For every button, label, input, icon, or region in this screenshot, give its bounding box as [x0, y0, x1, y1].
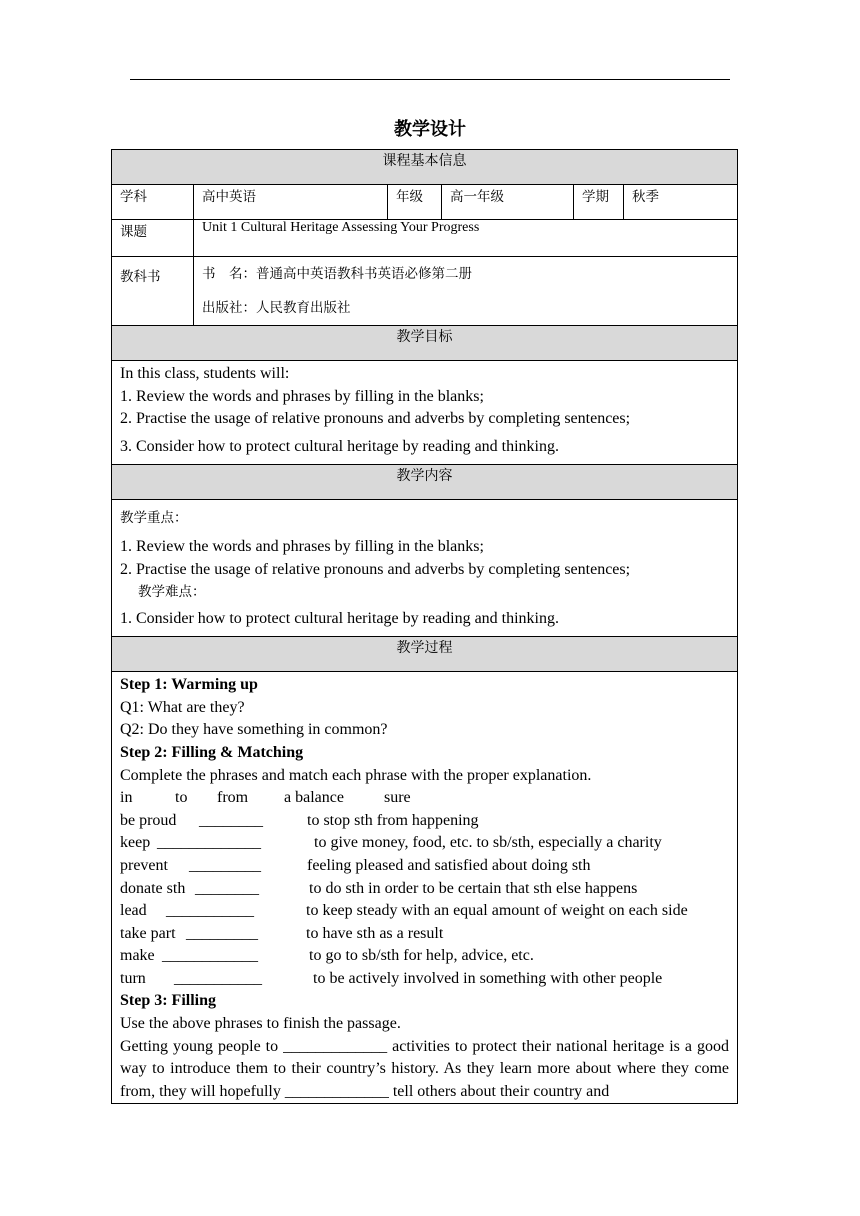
- matching-row: [120, 855, 729, 878]
- explanation: to be actively involved in something with other people: [313, 969, 663, 987]
- phrase: lead: [120, 902, 147, 920]
- phrase: be proud: [120, 811, 177, 829]
- basic-info-header: 课程基本信息: [112, 150, 738, 185]
- matching-row: [120, 878, 729, 901]
- process-header: 教学过程: [112, 637, 738, 672]
- explanation: to do sth in order to be certain that sth else happens: [309, 879, 638, 897]
- key-point: 2. Practise the usage of relative pronouns and adverbs by completing sentences;: [120, 560, 631, 578]
- step-title: Step 2: Filling & Matching: [120, 743, 304, 761]
- step-title: Step 1: Warming up: [120, 676, 258, 694]
- explanation: to go to sb/sth for help, advice, etc.: [309, 947, 534, 965]
- phrase-blank: _________: [189, 856, 261, 874]
- grade-label: 年级: [388, 185, 442, 220]
- objectives-header: 教学目标: [112, 326, 738, 361]
- matching-row: [120, 968, 729, 991]
- topic-label: 课题: [112, 220, 194, 257]
- textbook-row: [112, 257, 738, 326]
- term-label: 学期: [574, 185, 624, 220]
- phrase-blank: _____________: [157, 834, 261, 852]
- instruction: Use the above phrases to finish the passage.: [120, 1015, 401, 1033]
- passage: Getting young people to _____________ activities to protect their national heritage is a good way to introduce them to their country’s history. As they learn more about where they come from, they will hopefully _____________ tell others about their country and: [120, 1037, 730, 1100]
- topic-row: [112, 220, 738, 257]
- explanation: to keep steady with an equal amount of weight on each side: [306, 902, 688, 920]
- topic-value: Unit 1 Cultural Heritage Assessing Your Progress: [194, 220, 738, 257]
- subject-value: 高中英语: [194, 185, 388, 220]
- explanation: to have sth as a result: [306, 924, 444, 942]
- content-body: [112, 500, 738, 637]
- document-title: 教学设计: [394, 119, 466, 140]
- phrase: donate sth: [120, 879, 186, 897]
- matching-row: [120, 900, 729, 923]
- objective-line: 3. Consider how to protect cultural heritage by reading and thinking.: [120, 437, 559, 455]
- question: Q2: Do they have something in common?: [120, 721, 388, 739]
- key-point: 1. Review the words and phrases by filling in the blanks;: [120, 538, 484, 556]
- difficult-point: 1. Consider how to protect cultural heritage by reading and thinking.: [120, 609, 559, 627]
- word-bank-item: a balance: [284, 789, 344, 807]
- lesson-plan-table: [111, 149, 738, 1104]
- step-title: Step 3: Filling: [120, 992, 217, 1010]
- textbook-info: [194, 257, 738, 326]
- matching-row: [120, 810, 729, 833]
- explanation: to give money, food, etc. to sb/sth, especially a charity: [314, 834, 662, 852]
- objective-line: 1. Review the words and phrases by filling in the blanks;: [120, 387, 484, 405]
- word-bank: [120, 787, 729, 810]
- word-bank-item: from: [217, 789, 249, 807]
- phrase-blank: ________: [199, 811, 263, 829]
- phrase: prevent: [120, 856, 168, 874]
- term-value: 秋季: [624, 185, 738, 220]
- difficult-label: 教学难点：: [138, 583, 206, 600]
- publisher: 出版社：人民教育出版社: [202, 300, 351, 316]
- objectives-body: [112, 361, 738, 465]
- content-header: 教学内容: [112, 465, 738, 500]
- question: Q1: What are they?: [120, 698, 245, 716]
- objective-line: 2. Practise the usage of relative pronouns and adverbs by completing sentences;: [120, 410, 631, 428]
- matching-row: [120, 832, 729, 855]
- explanation: to stop sth from happening: [307, 811, 479, 829]
- grade-value: 高一年级: [442, 185, 574, 220]
- matching-row: [120, 945, 729, 968]
- instruction: Complete the phrases and match each phrase with the proper explanation.: [120, 766, 592, 784]
- phrase-blank: ________: [195, 879, 259, 897]
- phrase: take part: [120, 924, 176, 942]
- phrase-blank: ___________: [166, 902, 254, 920]
- word-bank-item: in: [120, 789, 133, 807]
- process-body: [112, 672, 738, 1104]
- phrase: turn: [120, 969, 146, 987]
- header-rule: [130, 79, 730, 80]
- explanation: feeling pleased and satisfied about doing sth: [307, 856, 591, 874]
- key-points-label: 教学重点：: [120, 510, 188, 527]
- textbook-label: 教科书: [112, 257, 194, 326]
- phrase: keep: [120, 834, 151, 852]
- subject-label: 学科: [112, 185, 194, 220]
- phrase: make: [120, 947, 155, 965]
- phrase-blank: _________: [186, 924, 258, 942]
- phrase-blank: ___________: [174, 969, 262, 987]
- subject-row: [112, 185, 738, 220]
- word-bank-item: to: [175, 789, 188, 807]
- phrase-blank: ____________: [162, 947, 258, 965]
- objective-line: In this class, students will:: [120, 365, 290, 382]
- word-bank-item: sure: [384, 789, 411, 807]
- book-name: 书 名：普通高中英语教科书英语必修第二册: [202, 266, 472, 282]
- matching-row: [120, 923, 729, 946]
